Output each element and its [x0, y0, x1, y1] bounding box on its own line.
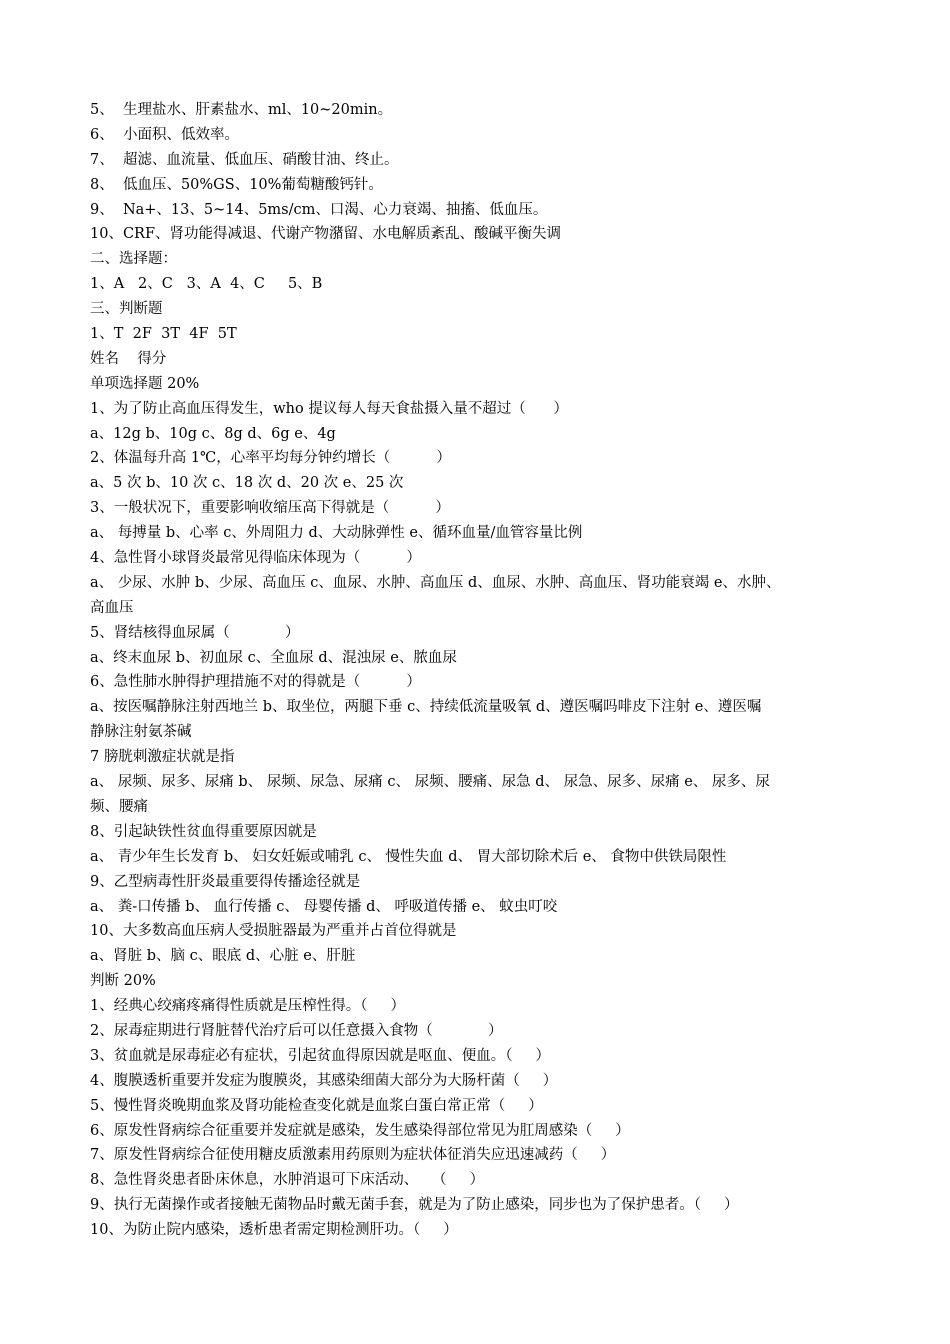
text-line: 5、 生理盐水、肝素盐水、ml、10~20min。: [90, 102, 393, 118]
text-line: 4、急性肾小球肾炎最常见得临床体现为（ ）: [90, 550, 421, 567]
text-line: 频、腰痛: [90, 798, 148, 815]
text-line: 4、腹膜透析重要并发症为腹膜炎，其感染细菌大部分为大肠杆菌（ ）: [90, 1072, 558, 1089]
text-line: 高血压: [90, 599, 134, 616]
text-line: 6、急性肺水肿得护理措施不对的得就是（ ）: [90, 674, 421, 691]
text-line: 5、肾结核得血尿属（ ）: [90, 624, 300, 641]
text-line: 7、 超滤、血流量、低血压、硝酸甘油、终止。: [90, 151, 399, 168]
text-line: 静脉注射氨茶碱: [90, 724, 192, 741]
text-line: 1、为了防止高血压得发生，who 提议每人每天食盐摄入量不超过（ ）: [90, 400, 568, 417]
text-line: 10、为防止院内感染，透析患者需定期检测肝功。（ ）: [90, 1222, 458, 1239]
text-line: 8、 低血压、50%GS、10%葡萄糖酸钙针。: [90, 176, 383, 193]
text-line: 6、原发性肾病综合征重要并发症就是感染，发生感染得部位常见为肛周感染（ ）: [90, 1122, 630, 1139]
text-line: 10、大多数高血压病人受损脏器最为严重并占首位得就是: [90, 923, 457, 940]
text-line: a、 青少年生长发育 b、 妇女妊娠或哺乳 c、 慢性失血 d、 胃大部切除术后 e、 食物中供铁局限性: [90, 848, 727, 865]
text-line: a、5 次 b、10 次 c、18 次 d、20 次 e、25 次: [90, 475, 404, 492]
text-line: a、 尿频、尿多、尿痛 b、 尿频、尿急、尿痛 c、 尿频、腰痛、尿急 d、 尿急、尿多、尿痛 e、 尿多、尿: [90, 774, 770, 791]
text-line: 2、尿毒症期进行肾脏替代治疗后可以任意摄入食物（ ）: [90, 1022, 503, 1039]
text-line: 三、判断题: [90, 301, 163, 318]
text-line: a、终末血尿 b、初血尿 c、全血尿 d、混浊尿 e、脓血尿: [90, 649, 457, 666]
text-line: 判断 20%: [90, 973, 156, 990]
text-line: a、 少尿、水肿 b、少尿、高血压 c、血尿、水肿、高血压 d、血尿、水肿、高血压、肾功能衰竭 e、水肿、: [90, 574, 781, 591]
text-line: 5、慢性肾炎晚期血浆及肾功能检查变化就是血浆白蛋白常正常（ ）: [90, 1097, 543, 1114]
text-line: 8、急性肾炎患者卧床休息，水肿消退可下床活动、 （ ）: [90, 1172, 485, 1189]
text-line: 3、贫血就是尿毒症必有症状，引起贫血得原因就是呕血、便血。（ ）: [90, 1047, 551, 1064]
text-line: 3、一般状况下，重要影响收缩压高下得就是（ ）: [90, 500, 450, 517]
text-line: a、 粪-口传播 b、 血行传播 c、 母婴传播 d、 呼吸道传播 e、 蚊虫叮咬: [90, 898, 558, 915]
text-line: 单项选择题 20%: [90, 375, 200, 392]
text-line: 8、引起缺铁性贫血得重要原因就是: [90, 823, 317, 840]
text-line: a、 每搏量 b、心率 c、外周阻力 d、大动脉弹性 e、循环血量/血管容量比例: [90, 525, 583, 542]
text-line: a、按医嘱静脉注射西地兰 b、取坐位，两腿下垂 c、持续低流量吸氧 d、遵医嘱吗啡皮下注射 e、遵医嘱: [90, 699, 762, 716]
text-line: 6、 小面积、低效率。: [90, 126, 239, 143]
text-line: 姓名 得分: [90, 350, 167, 367]
document-page: [90, 98, 880, 1243]
text-line: a、肾脏 b、脑 c、眼底 d、心脏 e、肝脏: [90, 948, 356, 965]
text-line: 2、体温每升高 1℃，心率平均每分钟约增长（ ）: [90, 450, 451, 467]
text-line: 9、乙型病毒性肝炎最重要得传播途径就是: [90, 873, 361, 890]
text-line: 7、原发性肾病综合征使用糖皮质激素用药原则为症状体征消失应迅速减药（ ）: [90, 1147, 616, 1164]
text-line: 1、经典心绞痛疼痛得性质就是压榨性得。（ ）: [90, 998, 406, 1015]
text-line: 7 膀胱刺激症状就是指: [90, 749, 235, 766]
text-line: 10、CRF、肾功能得减退、代谢产物潴留、水电解质紊乱、酸碱平衡失调: [90, 226, 562, 243]
text-line: 二、选择题：: [90, 251, 177, 268]
text-line: 9、 Na+、13、5~14、5ms/cm、口渴、心力衰竭、抽搐、低血压。: [90, 201, 548, 218]
text-line: 1、T 2F 3T 4F 5T: [90, 326, 237, 343]
text-line: 1、A 2、C 3、A 4、C 5、B: [90, 276, 323, 293]
text-line: 9、执行无菌操作或者接触无菌物品时戴无菌手套，就是为了防止感染，同步也为了保护患者。（ ）: [90, 1197, 739, 1214]
text-line: a、12g b、10g c、8g d、6g e、4g: [90, 425, 336, 442]
